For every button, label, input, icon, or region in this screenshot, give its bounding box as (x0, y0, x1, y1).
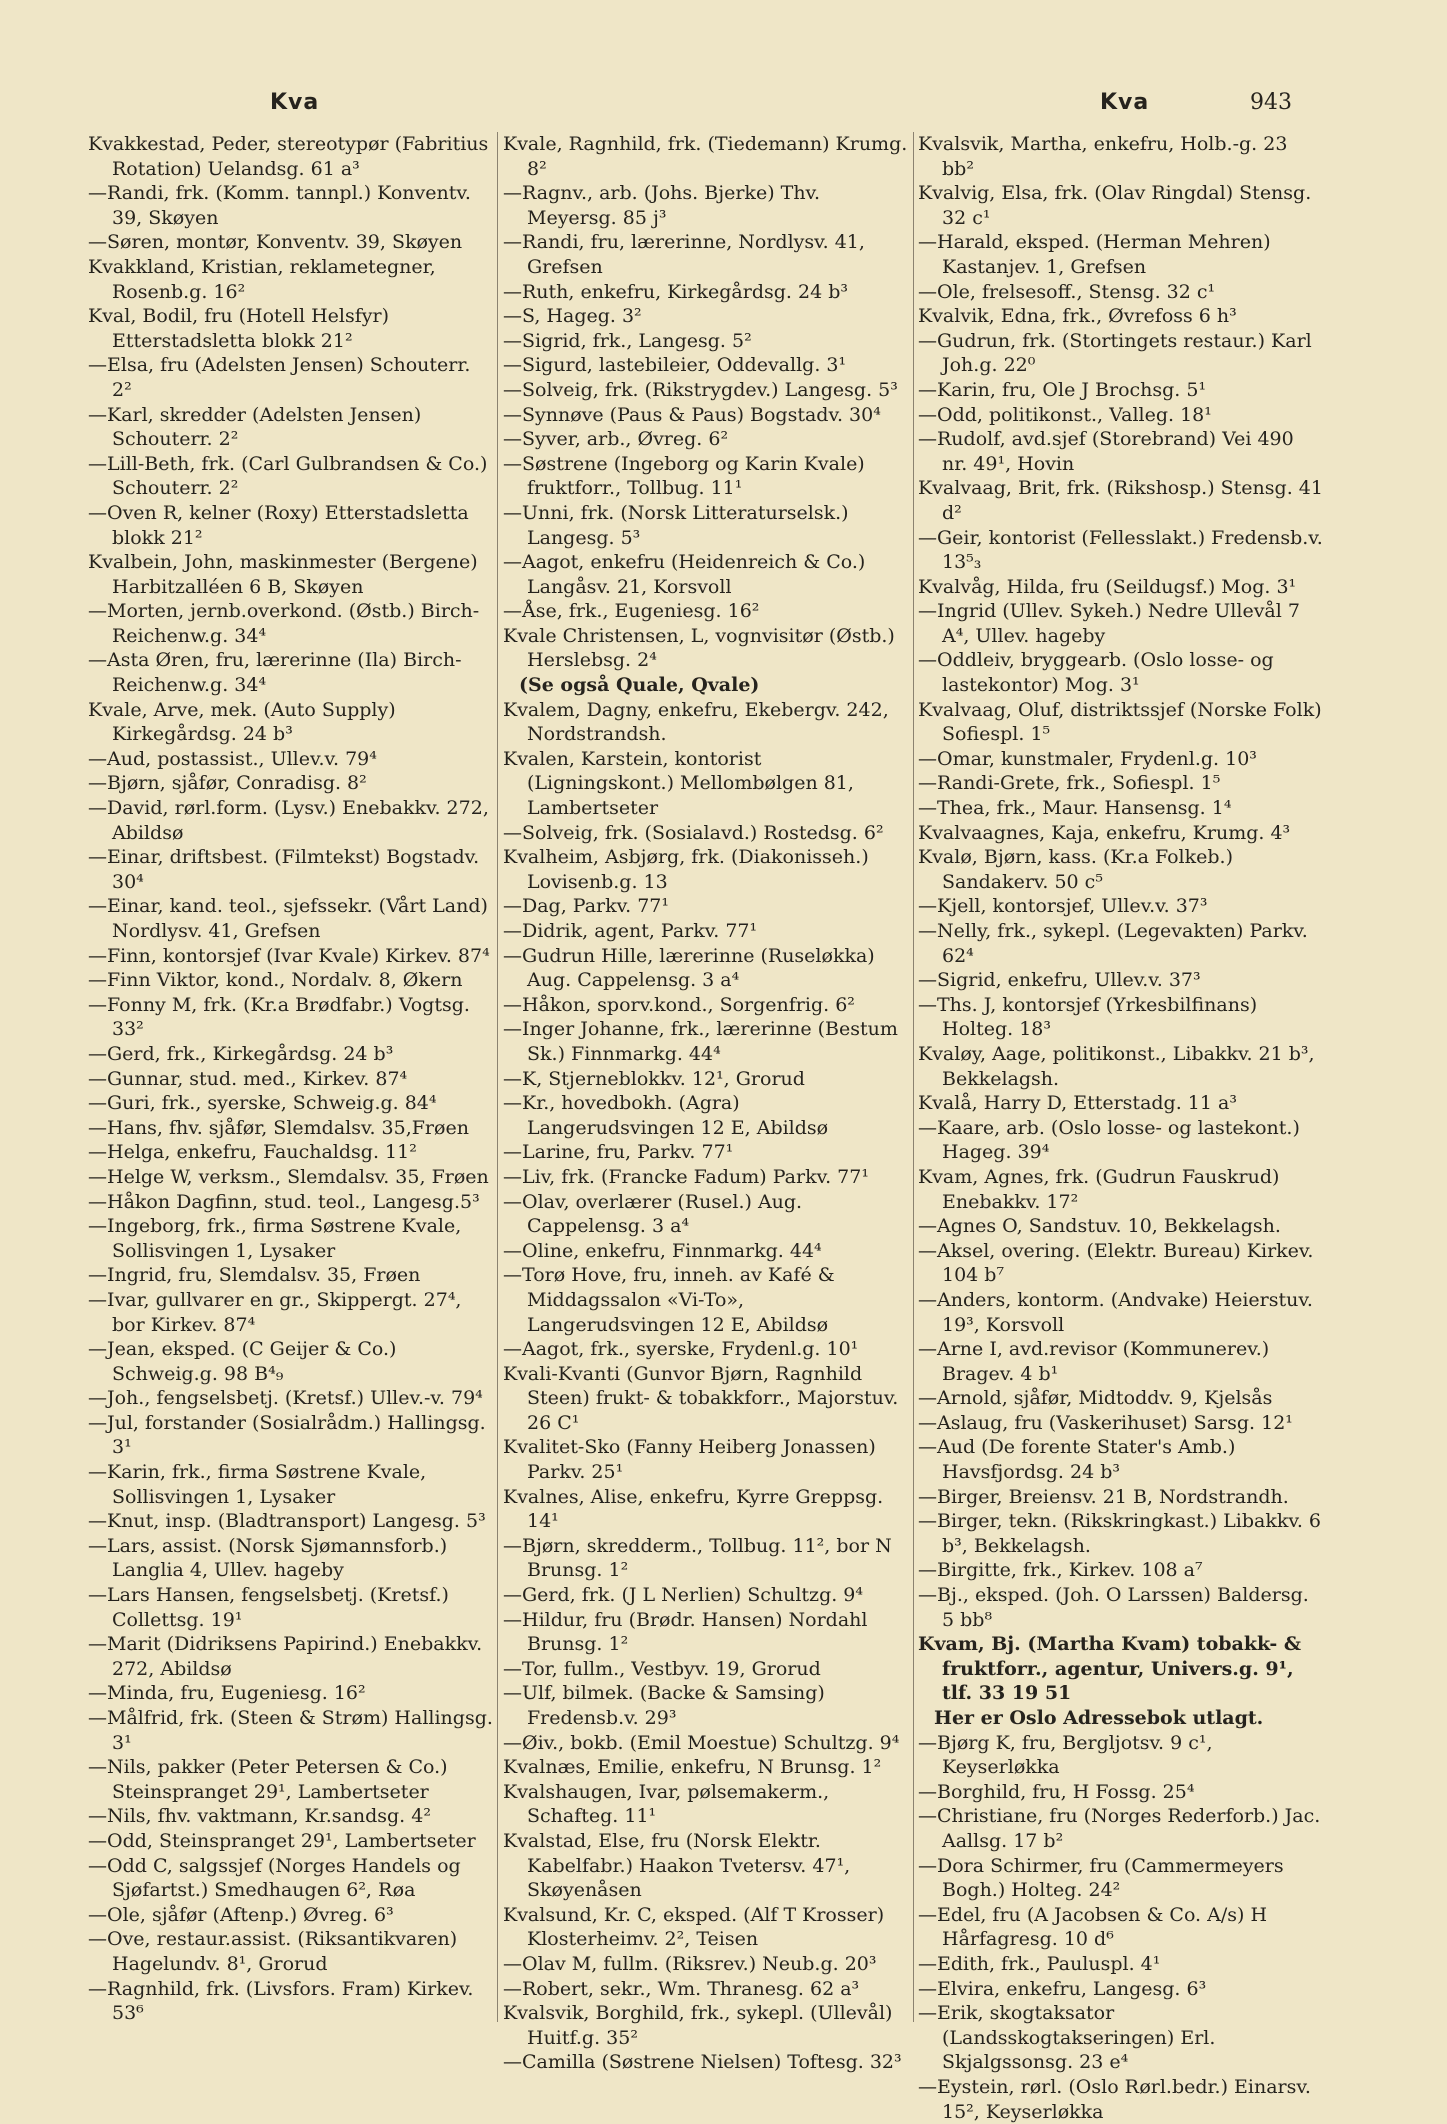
directory-entry: Kvalshaugen, Ivar, pølsemakerm., Schafteg. 11¹ (503, 1780, 830, 1828)
directory-entry: —Unni, frk. (Norsk Litteraturselsk.) Langesg. 5³ (503, 501, 849, 549)
directory-entry: —Søren, montør, Konventv. 39, Skøyen (88, 231, 463, 254)
directory-entry: —Einar, driftsbest. (Filmtekst) Bogstadv. 30⁴ (88, 846, 480, 893)
directory-entry: Kvalnæs, Emilie, enkefru, N Brunsg. 1² (503, 1756, 882, 1779)
directory-entry: —Gunnar, stud. med., Kirkev. 87⁴ (88, 1067, 408, 1090)
directory-entry: —Bjørn, sjåfør, Conradisg. 8² (88, 772, 367, 795)
directory-entry: —Aslaug, fru (Vaskerihuset) Sarsg. 12¹ (918, 1411, 1293, 1434)
running-header-left: Kva (270, 90, 320, 115)
directory-entry: —Sigrid, frk., Langesg. 5² (503, 329, 752, 352)
directory-entry: —Lill-Beth, frk. (Carl Gulbrandsen & Co.) Schouterr. 2² (88, 452, 488, 500)
directory-entry: Kvalvaagnes, Kaja, enkefru, Krumg. 4³ (918, 821, 1291, 844)
directory-entry: Kvaløy, Aage, politikonst., Libakkv. 21 b³, Bekkelagsh. (918, 1042, 1315, 1090)
directory-entry: —Oddleiv, bryggearb. (Oslo losse- og lastekontor) Mog. 3¹ (918, 649, 1274, 697)
directory-entry: Kvalsvik, Borghild, frk., sykepl. (Ullevål) Huitf.g. 35² (503, 2002, 893, 2049)
directory-entry: —Håkon, sporv.kond., Sorgenfrig. 6² (503, 993, 855, 1016)
directory-entry: —Finn Viktor, kond., Nordalv. 8, Økern (88, 969, 463, 992)
directory-entry: —Solveig, frk. (Rikstrygdev.) Langesg. 5³ (503, 378, 898, 401)
directory-entry: Kvakkestad, Peder, stereotypør (Fabritius Rotation) Uelandsg. 61 a³ (88, 133, 489, 180)
directory-entry: —Nelly, frk., sykepl. (Legevakten) Parkv. 62⁴ (918, 920, 1308, 967)
directory-entry: Kvalvik, Edna, frk., Øvrefoss 6 h³ (918, 305, 1237, 328)
directory-entry: —Sigurd, lastebileier, Oddevallg. 3¹ (503, 354, 847, 377)
directory-entry: —Olav, overlærer (Rusel.) Aug. Cappelensg. 3 a⁴ (503, 1190, 803, 1238)
directory-entry: —Anders, kontorm. (Andvake) Heierstuv. 19³, Korsvoll (918, 1288, 1313, 1336)
directory-entry: Kvale Christensen, L, vognvisitør (Østb.) Herslebsg. 2⁴ (503, 624, 895, 672)
directory-entry: —Syver, arb., Øvreg. 6² (503, 428, 729, 451)
directory-entry: —Finn, kontorsjef (Ivar Kvale) Kirkev. 87⁴ (88, 944, 490, 967)
directory-entry: Kvalvaag, Oluf, distriktssjef (Norske Folk) Sofiespl. 1⁵ (918, 698, 1322, 746)
directory-entry: Kvalen, Karstein, kontorist (Ligningskont.) Mellombølgen 81, Lambertseter (503, 747, 854, 820)
directory-entry: —Målfrid, frk. (Steen & Strøm) Hallingsg. 3¹ (88, 1707, 493, 1754)
directory-entry: Kvam, Bj. (Martha Kvam) tobakk- & fruktforr., agentur, Univers.g. 9¹, tlf. 33 19 51 (918, 1633, 1302, 1705)
directory-entry: Kvalheim, Asbjørg, frk. (Diakonisseh.) Lovisenb.g. 13 (503, 846, 869, 893)
directory-entry: —Morten, jernb.overkond. (Østb.) Birch-Reichenw.g. 34⁴ (88, 600, 480, 647)
directory-entry: —Oline, enkefru, Finnmarkg. 44⁴ (503, 1239, 822, 1262)
directory-entry: —Arnold, sjåfør, Midtoddv. 9, Kjelsås (918, 1387, 1273, 1410)
directory-entry: —Ulf, bilmek. (Backe & Samsing) Fredensb.v. 29³ (503, 1682, 825, 1729)
directory-entry: Kvalitet-Sko (Fanny Heiberg Jonassen) Parkv. 25¹ (503, 1436, 876, 1484)
directory-entry: —Bjørn, skredderm., Tollbug. 11², bor N Brunsg. 1² (503, 1534, 892, 1582)
directory-entry: —Aud (De forente Stater's Amb.) Havsfjordsg. 24 b³ (918, 1436, 1236, 1484)
directory-entry: Kvam, Agnes, frk. (Gudrun Fauskrud) Enebakkv. 17² (918, 1165, 1280, 1213)
directory-entry: —Ragnhild, frk. (Livsfors. Fram) Kirkev. 53⁶ (88, 1977, 474, 2025)
directory-entry: —Ole, sjåfør (Aftenp.) Øvreg. 6³ (88, 1903, 394, 1926)
directory-entry: —Odd, politikonst., Valleg. 18¹ (918, 403, 1212, 426)
directory-entry: —Erik, skogtaksator (Landsskogtakseringen) Erl. Skjalgssonsg. 23 e⁴ (918, 2002, 1216, 2074)
directory-entry: —Asta Øren, fru, lærerinne (Ila) Birch-Reichenw.g. 34⁴ (88, 649, 462, 697)
directory-entry: —Camilla (Søstrene Nielsen) Toftesg. 32³ (503, 2051, 902, 2074)
directory-entry: —David, rørl.form. (Lysv.) Enebakkv. 272, Abildsø (88, 797, 489, 844)
directory-entry: —Helge W, verksm., Slemdalsv. 35, Frøen (88, 1165, 489, 1188)
directory-entry: —Hildur, fru (Brødr. Hansen) Nordahl Brunsg. 1² (503, 1608, 868, 1656)
directory-entry: —Knut, insp. (Bladtransport) Langesg. 5³ (88, 1510, 486, 1533)
directory-entry: —Borghild, fru, H Fossg. 25⁴ (918, 1780, 1195, 1803)
directory-entry: Kval, Bodil, fru (Hotell Helsfyr) Etterstadsletta blokk 21² (88, 305, 389, 352)
directory-entry: —Aksel, overing. (Elektr. Bureau) Kirkev. 104 b⁷ (918, 1239, 1314, 1287)
directory-entry: —Randi, frk. (Komm. tannpl.) Konventv. 39, Skøyen (88, 182, 471, 229)
directory-entry: —Randi, fru, lærerinne, Nordlysv. 41, Grefsen (503, 231, 865, 278)
directory-entry: —Nils, fhv. vaktmann, Kr.sandsg. 4² (88, 1805, 431, 1828)
directory-entry: —Omar, kunstmaler, Frydenl.g. 10³ (918, 747, 1257, 770)
directory-entry: —Rudolf, avd.sjef (Storebrand) Vei 490 nr. 49¹, Hovin (918, 428, 1294, 475)
directory-entry: —Guri, frk., syerske, Schweig.g. 84⁴ (88, 1092, 437, 1115)
directory-entry: —Minda, fru, Eugeniesg. 16² (88, 1682, 366, 1705)
directory-entry: —Edel, fru (A Jacobsen & Co. A/s) H Hårfagresg. 10 d⁶ (918, 1903, 1268, 1951)
directory-entry: —Olav M, fullm. (Riksrev.) Neub.g. 20³ (503, 1952, 877, 1975)
directory-entry: —Larine, fru, Parkv. 77¹ (503, 1141, 734, 1164)
directory-entry: —Eystein, rørl. (Oslo Rørl.bedr.) Einarsv. 15², Keyserløkka (918, 2075, 1311, 2123)
directory-entry: —Birger, tekn. (Rikskringkast.) Libakkv. 6 b³, Bekkelagsh. (918, 1510, 1322, 1557)
directory-entry: —Ths. J, kontorsjef (Yrkesbilfinans) Holteg. 18³ (918, 993, 1258, 1041)
directory-entry: —Sigrid, enkefru, Ullev.v. 37³ (918, 969, 1201, 992)
directory-entry: —Odd C, salgssjef (Norges Handels og Sjøfartst.) Smedhaugen 6², Røa (88, 1854, 461, 1902)
directory-entry: Kvalbein, John, maskinmester (Bergene) Harbitzalléen 6 B, Skøyen (88, 551, 478, 598)
directory-entry: —Synnøve (Paus & Paus) Bogstadv. 30⁴ (503, 403, 881, 426)
directory-entry: —Inger Johanne, frk., lærerinne (Bestum Sk.) Finnmarkg. 44⁴ (503, 1018, 898, 1065)
directory-entry: Her er Oslo Adressebok utlagt. (934, 1707, 1264, 1729)
directory-entry: —Håkon Dagfinn, stud. teol., Langesg.5³ (88, 1190, 480, 1213)
directory-entry: —Hans, fhv. sjåfør, Slemdalsv. 35,Frøen (88, 1116, 469, 1139)
directory-entry: —Nils, pakker (Peter Petersen & Co.) Steinspranget 29¹, Lambertseter (88, 1756, 448, 1803)
directory-entry: —Einar, kand. teol., sjefssekr. (Vårt Land) Nordlysv. 41, Grefsen (88, 895, 488, 942)
directory-entry: Kvalø, Bjørn, kass. (Kr.a Folkeb.) Sandakerv. 50 c⁵ (918, 846, 1234, 893)
directory-entry: —Kaare, arb. (Oslo losse- og lastekont.) Hageg. 39⁴ (918, 1116, 1300, 1164)
column-1 (88, 132, 494, 2026)
directory-entry: —S, Hageg. 3² (503, 305, 642, 328)
directory-entry: —Søstrene (Ingeborg og Karin Kvale) fruktforr., Tollbug. 11¹ (503, 452, 865, 500)
directory-entry: —Ingrid, fru, Slemdalsv. 35, Frøen (88, 1264, 421, 1287)
directory-entry: —Gerd, frk., Kirkegårdsg. 24 b³ (88, 1042, 394, 1065)
column-divider (497, 132, 498, 2022)
directory-entry: —Ingrid (Ullev. Sykeh.) Nedre Ullevål 7 A⁴, Ullev. hageby (918, 600, 1300, 647)
directory-entry: —Jul, forstander (Sosialrådm.) Hallingsg. 3¹ (88, 1411, 486, 1459)
directory-entry: —Didrik, agent, Parkv. 77¹ (503, 920, 758, 942)
directory-entry: —Elvira, enkefru, Langesg. 6³ (918, 1977, 1207, 2000)
directory-entry: —Torø Hove, fru, inneh. av Kafé & Middagssalon «Vi-To», Langerudsvingen 12 E, Abildsø (503, 1264, 835, 1336)
directory-entry: —Thea, frk., Maur. Hansensg. 1⁴ (918, 797, 1232, 820)
directory-entry: Kvakkland, Kristian, reklametegner, Rosenb.g. 16² (88, 255, 436, 303)
directory-entry: —Oven R, kelner (Roxy) Etterstadsletta blokk 21² (88, 501, 469, 549)
directory-entry: —Birger, Breiensv. 21 B, Nordstrandh. (918, 1485, 1289, 1508)
directory-entry: —Kr., hovedbokh. (Agra) Langerudsvingen 12 E, Abildsø (503, 1092, 829, 1139)
directory-entry: —Kjell, kontorsjef, Ullev.v. 37³ (918, 895, 1208, 918)
directory-entry: —Christiane, fru (Norges Rederforb.) Jac. Aallsg. 17 b² (918, 1805, 1321, 1852)
directory-entry: —Agnes O, Sandstuv. 10, Bekkelagsh. (918, 1215, 1281, 1238)
directory-entry: —Edith, frk., Pauluspl. 4¹ (918, 1952, 1161, 1975)
directory-entry: —Gudrun, frk. (Stortingets restaur.) Karl Joh.g. 22⁰ (918, 329, 1312, 377)
directory-entry: —Bjørg K, fru, Bergljotsv. 9 c¹, Keyserløkka (918, 1731, 1213, 1779)
directory-entry: —Ingeborg, frk., firma Søstrene Kvale, Sollisvingen 1, Lysaker (88, 1215, 462, 1262)
directory-entry: —Karin, frk., firma Søstrene Kvale, Sollisvingen 1, Lysaker (88, 1461, 427, 1508)
directory-entry: —Øiv., bokb. (Emil Moestue) Schultzg. 9⁴ (503, 1731, 900, 1754)
directory-entry: —Marit (Didriksens Papirind.) Enebakkv. 272, Abildsø (88, 1633, 483, 1680)
directory-entry: Kvalnes, Alise, enkefru, Kyrre Greppsg. 14¹ (503, 1485, 884, 1533)
directory-entry: —Ragnv., arb. (Johs. Bjerke) Thv. Meyersg. 85 j³ (503, 182, 821, 229)
directory-entry: —Elsa, fru (Adelsten Jensen) Schouterr. 2² (88, 354, 471, 401)
directory-entry: —Joh., fengselsbetj. (Kretsf.) Ullev.-v. 79⁴ (88, 1387, 483, 1410)
directory-entry: Kvalstad, Else, fru (Norsk Elektr. Kabelfabr.) Haakon Tvetersv. 47¹, Skøyenåsen (503, 1829, 851, 1902)
directory-entry: —Fonny M, frk. (Kr.a Brødfabr.) Vogtsg. 33² (88, 993, 470, 1041)
directory-entry: Kvale, Ragnhild, frk. (Tiedemann) Krumg. 8² (503, 133, 908, 180)
directory-entry: —Solveig, frk. (Sosialavd.) Rostedsg. 6² (503, 821, 884, 844)
directory-entry: —K, Stjerneblokkv. 12¹, Grorud (503, 1067, 805, 1090)
directory-entry: Kvalsvik, Martha, enkefru, Holb.-g. 23 bb² (918, 133, 1288, 180)
running-header-right: Kva (1100, 90, 1150, 115)
directory-entry: —Aagot, enkefru (Heidenreich & Co.) Langåsv. 21, Korsvoll (503, 551, 866, 598)
page-number: 943 (1250, 90, 1292, 115)
directory-entry: Kvale, Arve, mek. (Auto Supply) Kirkegårdsg. 24 b³ (88, 698, 396, 746)
directory-entry: —Åse, frk., Eugeniesg. 16² (503, 600, 760, 623)
directory-entry: —Lars, assist. (Norsk Sjømannsforb.) Langlia 4, Ullev. hageby (88, 1534, 448, 1582)
directory-entry: —Dora Schirmer, fru (Cammermeyers Bogh.) Holteg. 24² (918, 1854, 1284, 1902)
directory-entry: (Se også Quale, Qvale) (519, 674, 760, 697)
column-2 (503, 132, 909, 2075)
directory-entry: Kvalvåg, Hilda, fru (Seildugsf.) Mog. 3¹ (918, 575, 1297, 598)
directory-entry: —Aagot, frk., syerske, Frydenl.g. 10¹ (503, 1338, 859, 1361)
directory-entry: —Ruth, enkefru, Kirkegårdsg. 24 b³ (503, 280, 848, 303)
directory-entry: —Helga, enkefru, Fauchaldsg. 11² (88, 1141, 417, 1164)
directory-entry: —Randi-Grete, frk., Sofiespl. 1⁵ (918, 772, 1221, 795)
directory-entry: Kvalå, Harry D, Etterstadg. 11 a³ (918, 1092, 1237, 1115)
directory-entry: Kvalvaag, Brit, frk. (Rikshosp.) Stensg. 41 d² (918, 477, 1323, 524)
directory-entry: Kvalvig, Elsa, frk. (Olav Ringdal) Stensg. 32 c¹ (918, 182, 1312, 229)
directory-entry: —Lars Hansen, fengselsbetj. (Kretsf.) Collettsg. 19¹ (88, 1584, 449, 1631)
directory-entry: Kvalsund, Kr. C, eksped. (Alf T Krosser) Klosterheimv. 2², Teisen (503, 1903, 885, 1951)
directory-entry: —Robert, sekr., Wm. Thranesg. 62 a³ (503, 1977, 860, 2000)
directory-entry: —Dag, Parkv. 77¹ (503, 895, 670, 918)
directory-entry: —Birgitte, frk., Kirkev. 108 a⁷ (918, 1559, 1203, 1582)
directory-entry: —Ivar, gullvarer en gr., Skippergt. 27⁴, bor Kirkev. 87⁴ (88, 1288, 462, 1336)
directory-entry: —Aud, postassist., Ullev.v. 79⁴ (88, 747, 377, 770)
directory-entry: —Bj., eksped. (Joh. O Larssen) Baldersg. 5 bb⁸ (918, 1584, 1309, 1631)
directory-entry: —Odd, Steinspranget 29¹, Lambertseter (88, 1829, 476, 1852)
directory-entry: —Tor, fullm., Vestbyv. 19, Grorud (503, 1657, 821, 1680)
column-3 (918, 132, 1324, 2124)
directory-entry: Kvalem, Dagny, enkefru, Ekebergv. 242, Nordstrandsh. (503, 698, 889, 746)
directory-entry: —Karin, fru, Ole J Brochsg. 5¹ (918, 378, 1207, 401)
directory-entry: —Gudrun Hille, lærerinne (Ruseløkka) Aug. Cappelensg. 3 a⁴ (503, 944, 875, 992)
directory-entry: —Jean, eksped. (C Geijer & Co.) Schweig.g. 98 B⁴₉ (88, 1338, 397, 1385)
directory-entry: —Gerd, frk. (J L Nerlien) Schultzg. 9⁴ (503, 1584, 864, 1607)
column-divider (913, 132, 914, 2022)
directory-entry: Kvali-Kvanti (Gunvor Bjørn, Ragnhild Steen) frukt- & tobakkforr., Majorstuv. 26 C¹ (503, 1362, 899, 1434)
directory-entry: —Liv, frk. (Francke Fadum) Parkv. 77¹ (503, 1165, 869, 1188)
directory-entry: —Karl, skredder (Adelsten Jensen) Schouterr. 2² (88, 403, 422, 451)
directory-entry: —Harald, eksped. (Herman Mehren) Kastanjev. 1, Grefsen (918, 231, 1271, 278)
directory-entry: —Ove, restaur.assist. (Riksantikvaren) Hagelundv. 8¹, Grorud (88, 1928, 458, 1975)
directory-entry: —Geir, kontorist (Fellesslakt.) Fredensb.v. 13⁵₃ (918, 526, 1323, 574)
directory-entry: —Ole, frelsesoff., Stensg. 32 c¹ (918, 280, 1216, 303)
directory-entry: —Arne I, avd.revisor (Kommunerev.) Bragev. 4 b¹ (918, 1338, 1270, 1385)
